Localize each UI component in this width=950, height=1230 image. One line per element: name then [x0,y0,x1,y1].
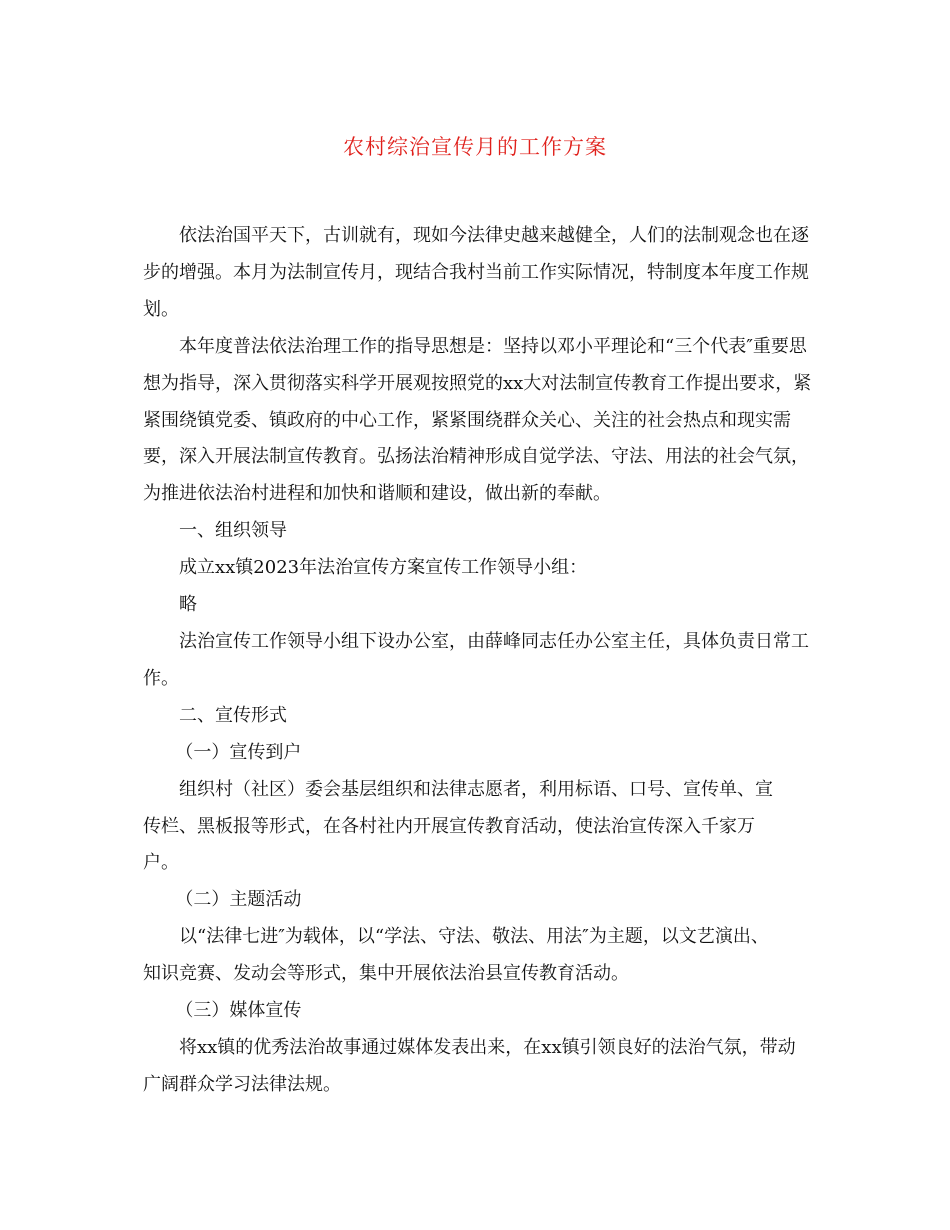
paragraph-intro: 依法治国平天下，古训就有，现如今法律史越来越健全，人们的法制观念也在逐步的增强。本月为法制宣传月，现结合我村当前工作实际情况，特制度本年度工作规划。 [143,225,809,320]
subheading-media-publicity: （三）媒体宣传 [175,1000,302,1022]
section-heading-organization: 一、组织领导 [179,520,287,542]
paragraph-omitted: 略 [179,594,197,616]
paragraph-leading-group: 成立xx镇2023年法治宣传方案宣传工作领导小组： [179,557,588,579]
document-title: 农村综治宣传月的工作方案 [343,135,607,159]
paragraph-media-publicity: 将xx镇的优秀法治故事通过媒体发表出来，在xx镇引领良好的法治气氛，带动广阔群众学习法律法规。 [143,1036,796,1095]
paragraph-office: 法治宣传工作领导小组下设办公室，由薛峰同志任办公室主任，具体负责日常工作。 [143,630,809,689]
paragraph-door-to-door: 组织村（社区）委会基层组织和法律志愿者，利用标语、口号、宣传单、宣传栏、黑板报等形式，在各村社内开展宣传教育活动，使法治宣传深入千家万户。 [143,778,773,874]
subheading-theme-activities: （二）主题活动 [175,889,302,911]
document-body [143,218,813,1104]
section-heading-publicity-forms: 二、宣传形式 [179,704,287,726]
subheading-door-to-door: （一）宣传到户 [175,741,302,763]
paragraph-theme-activities: 以“法律七进″为载体，以“学法、守法、敬法、用法″为主题，以文艺演出、知识竞赛、发动会等形式，集中开展依法治县宣传教育活动。 [143,926,769,985]
paragraph-guiding-thought: 本年度普法依法治理工作的指导思想是：坚持以邓小平理论和“三个代表″重要思想为指导，深入贯彻落实科学开展观按照党的xx大对法制宣传教育工作提出要求，紧紧围绕镇党委、镇政府的中心工作，紧紧围绕群众关心、关注的社会热点和现实需要，深入开展法制宣传教育。弘扬法治精神形成自觉学法、守法、用法的社会气氛，为推进依法治村进程和加快和谐顺和建设，做出新的奉献。 [143,335,812,505]
